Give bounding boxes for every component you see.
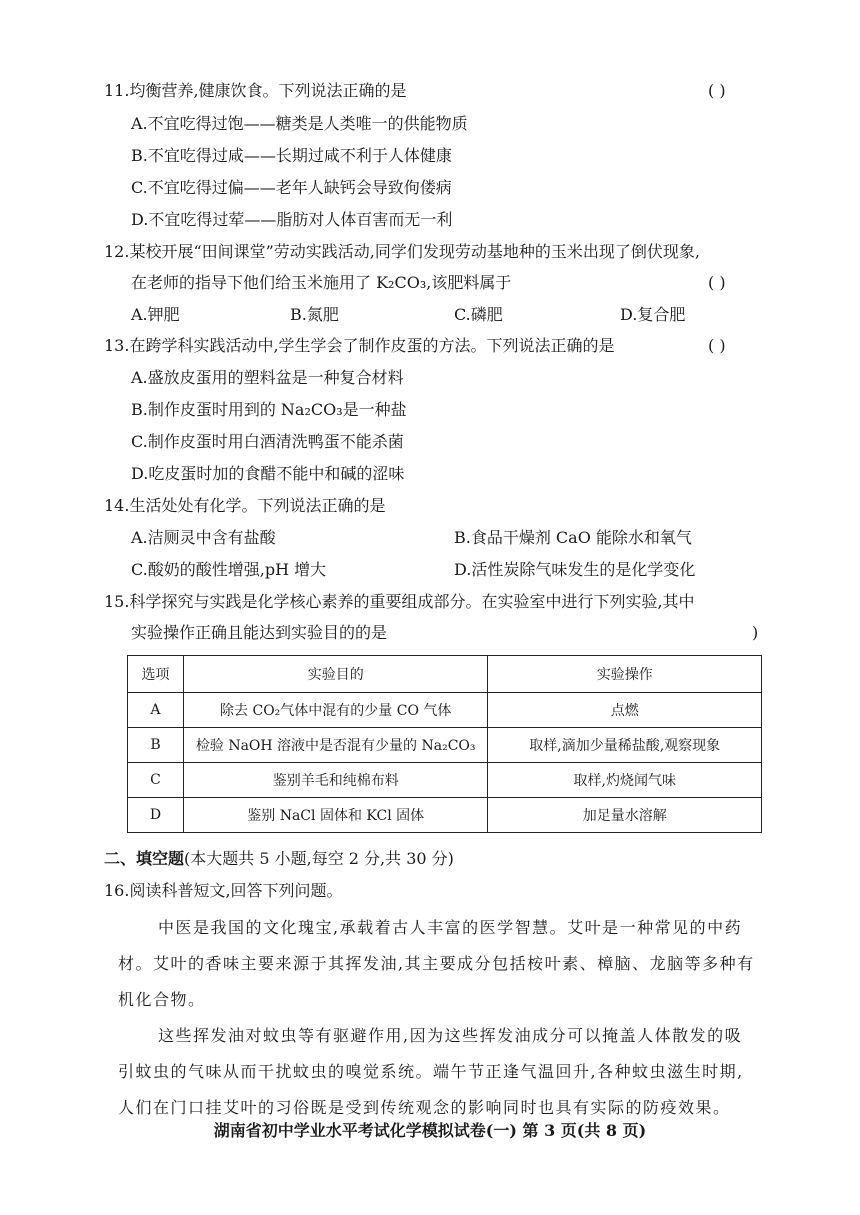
- q13-answer-paren: ( ): [708, 336, 726, 355]
- q12-stem-line2: 在老师的指导下他们给玉米施用了 K₂CO₃,该肥料属于: [131, 273, 512, 292]
- row-option: A: [128, 693, 184, 728]
- q14-option-d: D.活性炭除气味发生的是化学变化: [454, 560, 696, 579]
- table-row: [128, 728, 762, 763]
- q12-stem-line1: 12.某校开展“田间课堂”劳动实践活动,同学们发现劳动基地种的玉米出现了倒伏现象,: [104, 242, 700, 261]
- table-row: [128, 763, 762, 798]
- header-operation: 实验操作: [488, 656, 762, 693]
- row-option: B: [128, 728, 184, 763]
- q12-option-b: B.氮肥: [290, 305, 339, 324]
- row-option: D: [128, 798, 184, 833]
- q12-answer-paren: ( ): [708, 273, 726, 292]
- section-title: 二、填空题: [104, 849, 185, 868]
- q13-option-b: B.制作皮蛋时用到的 Na₂CO₃是一种盐: [131, 400, 407, 419]
- q16-paragraph-1: 中医是我国的文化瑰宝,承载着古人丰富的医学智慧。艾叶是一种常见的中药材。艾叶的香味主要来源于其挥发油,其主要成分包括桉叶素、樟脑、龙脑等多种有机化合物。: [118, 918, 755, 1009]
- table-row: [128, 798, 762, 833]
- row-operation: 取样,灼烧闻气味: [488, 763, 762, 798]
- q14-option-b: B.食品干燥剂 CaO 能除水和氧气: [454, 528, 692, 547]
- row-option: C: [128, 763, 184, 798]
- section-note: (本大题共 5 小题,每空 2 分,共 30 分): [184, 849, 454, 868]
- q14-option-a: A.洁厕灵中含有盐酸: [131, 528, 276, 547]
- q13-option-a: A.盛放皮蛋用的塑料盆是一种复合材料: [131, 368, 404, 387]
- q15-stem-line1: 15.科学探究与实践是化学核心素养的重要组成部分。在实验室中进行下列实验,其中: [104, 592, 695, 611]
- q12-option-a: A.钾肥: [131, 305, 180, 324]
- page-footer: 湖南省初中学业水平考试化学模拟试卷(一) 第 3 页(共 8 页): [213, 1121, 647, 1140]
- q11-option-b: B.不宜吃得过咸——长期过咸不利于人体健康: [131, 146, 452, 165]
- row-purpose: 除去 CO₂气体中混有的少量 CO 气体: [183, 693, 488, 728]
- q11-option-d: D.不宜吃得过荤——脂肪对人体百害而无一利: [131, 210, 453, 229]
- header-purpose: 实验目的: [183, 656, 488, 693]
- q15-answer-paren: ): [752, 623, 759, 642]
- row-purpose: 鉴别羊毛和纯棉布料: [183, 763, 488, 798]
- q11-answer-paren: ( ): [708, 81, 726, 100]
- row-purpose: 鉴别 NaCl 固体和 KCl 固体: [183, 798, 488, 833]
- header-option: 选项: [128, 656, 184, 693]
- q12-option-c: C.磷肥: [454, 305, 503, 324]
- table-header-row: [128, 656, 762, 693]
- q15-stem-line2: 实验操作正确且能达到实验目的的是: [131, 623, 388, 642]
- q13-option-d: D.吃皮蛋时加的食醋不能中和碱的涩味: [131, 464, 405, 483]
- row-operation: 取样,滴加少量稀盐酸,观察现象: [488, 728, 762, 763]
- q13-stem: 13.在跨学科实践活动中,学生学会了制作皮蛋的方法。下列说法正确的是: [104, 336, 615, 355]
- row-purpose: 检验 NaOH 溶液中是否混有少量的 Na₂CO₃: [183, 728, 488, 763]
- row-operation: 加足量水溶解: [488, 798, 762, 833]
- q11-option-a: A.不宜吃得过饱——糖类是人类唯一的供能物质: [131, 114, 468, 133]
- q11-stem: 11.均衡营养,健康饮食。下列说法正确的是: [104, 81, 407, 100]
- q12-option-d: D.复合肥: [620, 305, 686, 324]
- row-operation: 点燃: [488, 693, 762, 728]
- q16-stem: 16.阅读科普短文,回答下列问题。: [104, 881, 343, 900]
- q13-option-c: C.制作皮蛋时用白酒清洗鸭蛋不能杀菌: [131, 432, 404, 451]
- table-row: [128, 693, 762, 728]
- q14-stem: 14.生活处处有化学。下列说法正确的是: [104, 496, 386, 515]
- section-heading: [104, 848, 454, 870]
- q11-option-c: C.不宜吃得过偏——老年人缺钙会导致佝偻病: [131, 178, 452, 197]
- q16-paragraph-2: 这些挥发油对蚊虫等有驱避作用,因为这些挥发油成分可以掩盖人体散发的吸引蚊虫的气味从而干扰蚊虫的嗅觉系统。端午节正逢气温回升,各种蚊虫滋生时期,人们在门口挂艾叶的习俗既是受到传统观念的影响同时也具有实际的防疫效果。: [118, 1026, 744, 1117]
- q14-option-c: C.酸奶的酸性增强,pH 增大: [131, 560, 327, 579]
- q15-experiment-table: [127, 655, 762, 833]
